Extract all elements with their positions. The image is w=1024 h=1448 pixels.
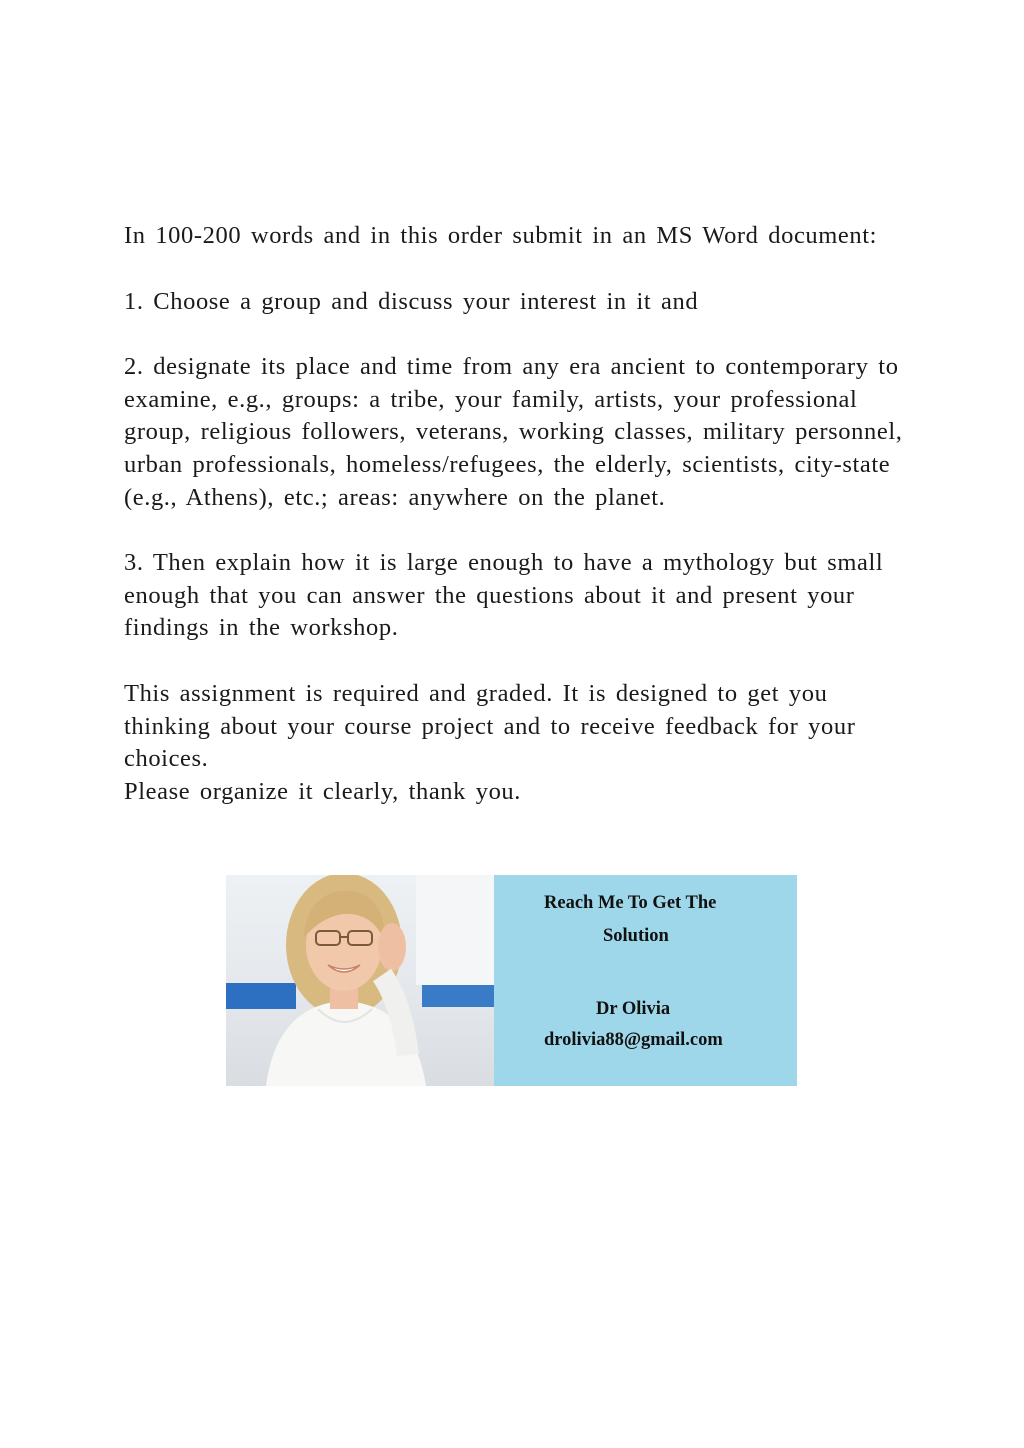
- ad-headline-line1: Reach Me To Get The: [544, 893, 717, 913]
- woman-photo: [226, 875, 494, 1086]
- item-3-paragraph: 3. Then explain how it is large enough to have a mythology but small enough that you can answer the questions about it and present your findings in the workshop.: [124, 549, 884, 642]
- hand: [378, 923, 406, 971]
- item-2-paragraph: 2. designate its place and time from any era ancient to contemporary to examine, e.g., groups: a tribe, your family, artists, your professional group, religious followers, veterans, working classes, military personnel, urban professionals, homeless/refugees, the elderly, scientists, city-state (e.g., Athens), etc.; areas: anywhere on the planet.: [124, 353, 903, 511]
- item-1-paragraph: 1. Choose a group and discuss your interest in it and: [124, 287, 699, 315]
- background-panel: [226, 983, 296, 1009]
- ad-headline-line2: Solution: [603, 926, 669, 946]
- woman-photo-illustration: [226, 875, 494, 1086]
- ad-contact-email: drolivia88@gmail.com: [544, 1030, 723, 1050]
- background-panel-right: [422, 985, 494, 1007]
- document-body: [124, 220, 914, 808]
- closing-paragraph: This assignment is required and graded. It is designed to get you thinking about your course project and to receive feedback for your choices.: [124, 679, 856, 773]
- contact-panel: [494, 875, 797, 1086]
- contact-banner: [226, 875, 797, 1086]
- window-area: [416, 875, 494, 985]
- thanks-line: Please organize it clearly, thank you.: [124, 777, 522, 805]
- intro-paragraph: In 100-200 words and in this order submit in an MS Word document:: [124, 222, 878, 249]
- ad-contact-name: Dr Olivia: [596, 999, 671, 1019]
